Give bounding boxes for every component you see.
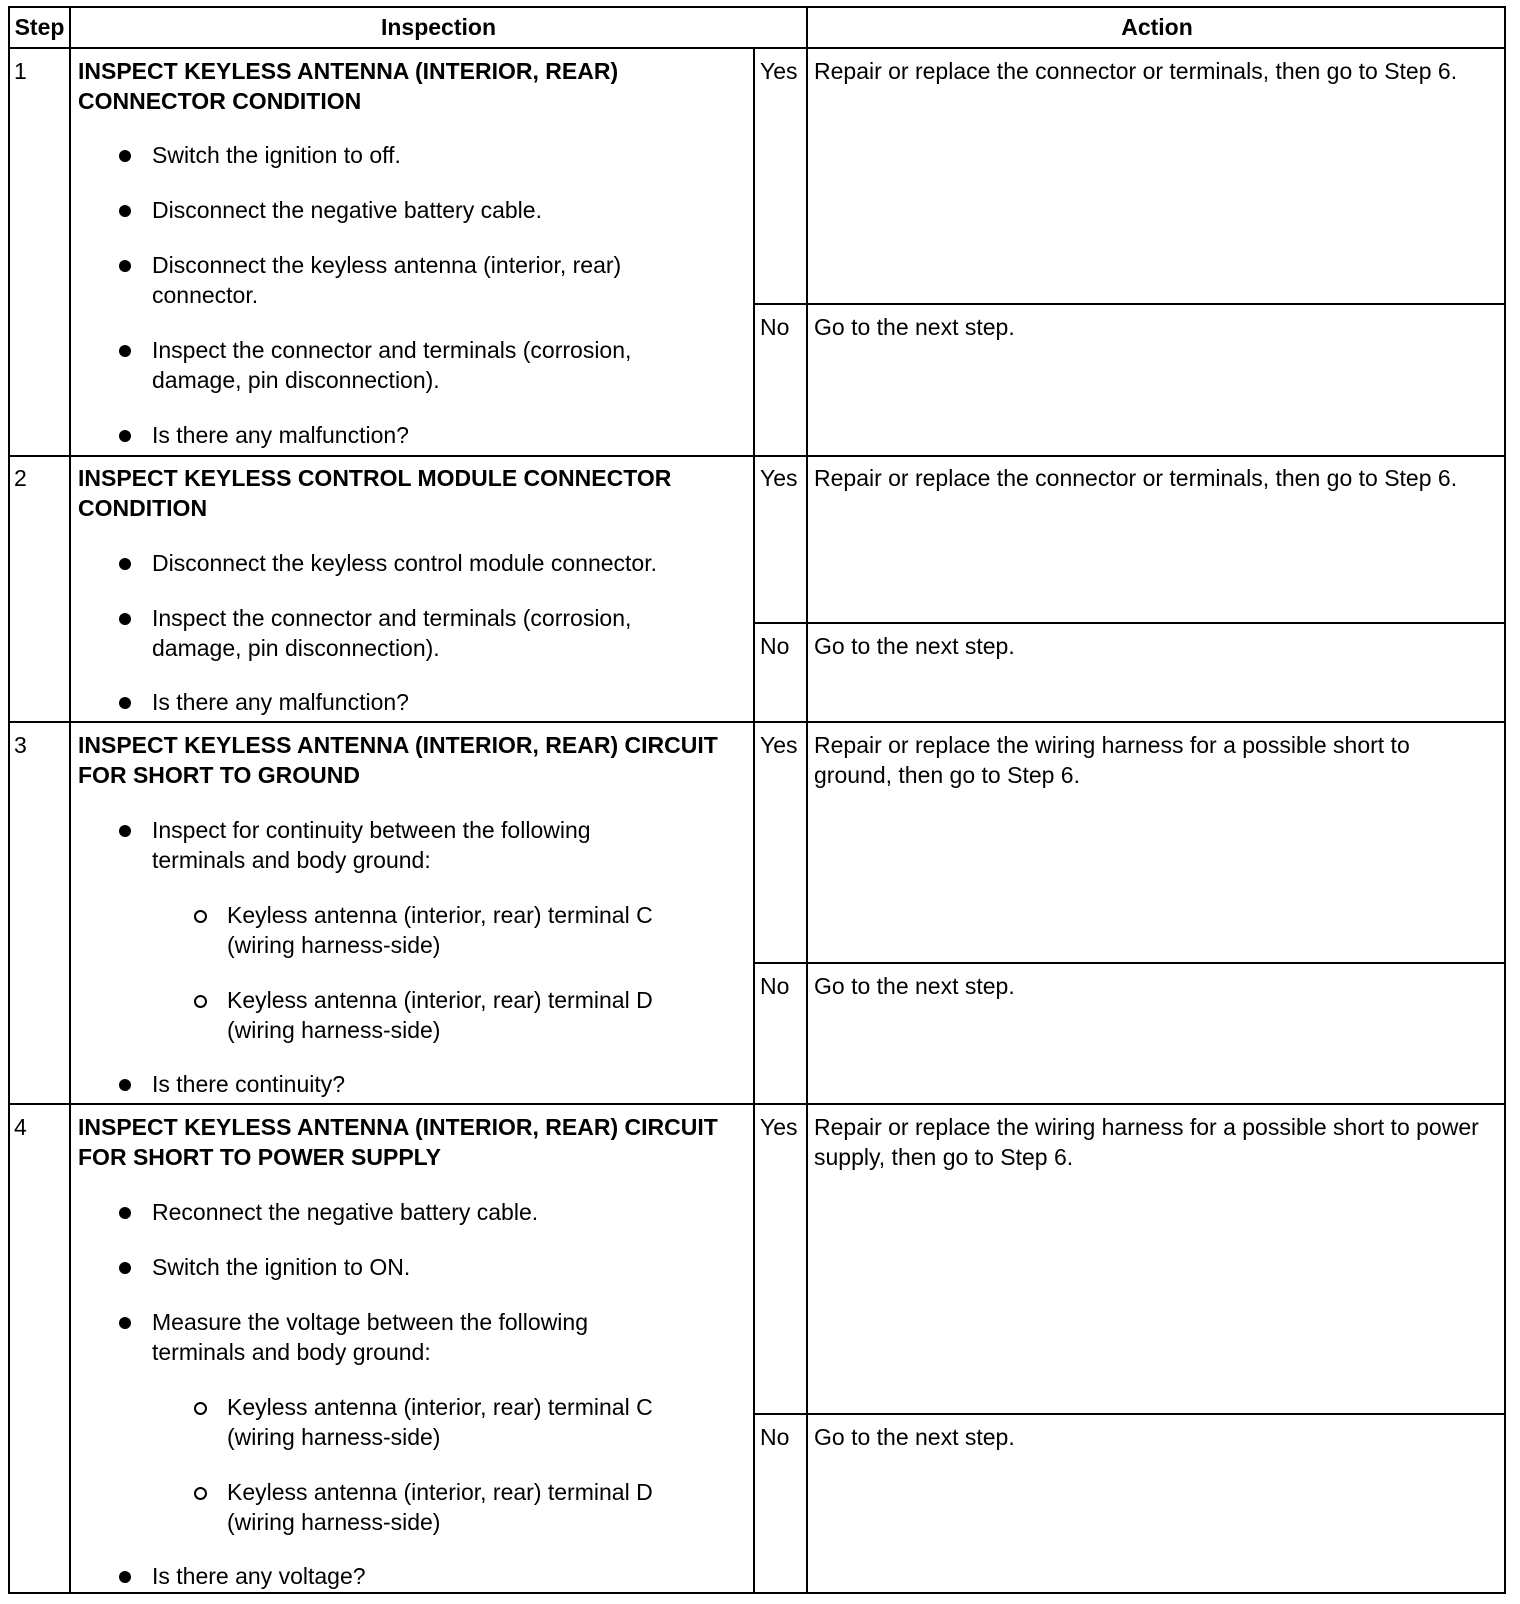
bullet-icon — [119, 613, 131, 625]
step-title: INSPECT KEYLESS ANTENNA (INTERIOR, REAR) CIRCUIT FOR SHORT TO GROUND — [78, 732, 718, 788]
bullet-icon — [119, 1207, 131, 1219]
row-divider-3 — [8, 1103, 1506, 1105]
col-divider-action — [806, 6, 808, 1594]
step-number: 3 — [14, 732, 27, 758]
yes-action: Repair or replace the wiring harness for a possible short to ground, then go to Step 6. — [814, 732, 1410, 788]
header-divider — [8, 47, 1506, 49]
header-action: Action — [1121, 14, 1193, 40]
step-number: 4 — [14, 1114, 27, 1140]
step-title: INSPECT KEYLESS CONTROL MODULE CONNECTOR CONDITION — [78, 465, 672, 521]
no-label: No — [760, 314, 790, 340]
bullet-item: Inspect for continuity between the following terminals and body ground: — [152, 815, 652, 875]
bullet-icon — [119, 558, 131, 570]
bullet-icon — [119, 150, 131, 162]
header-inspection: Inspection — [380, 14, 496, 40]
yes-label: Yes — [760, 465, 798, 491]
yes-action: Repair or replace the connector or terminals, then go to Step 6. — [814, 465, 1458, 491]
sub-item: Keyless antenna (interior, rear) terminal D (wiring harness-side) — [227, 1477, 707, 1537]
bullet-item: Switch the ignition to off. — [152, 140, 752, 170]
yes-action: Repair or replace the connector or terminals, then go to Step 6. — [814, 58, 1458, 84]
no-label: No — [760, 973, 790, 999]
bullet-icon — [119, 1262, 131, 1274]
bullet-icon — [119, 345, 131, 357]
circle-bullet-icon — [194, 995, 207, 1008]
sub-item: Keyless antenna (interior, rear) terminal C (wiring harness-side) — [227, 1392, 707, 1452]
row-divider-1 — [8, 455, 1506, 457]
circle-bullet-icon — [194, 1487, 207, 1500]
bullet-item: Reconnect the negative battery cable. — [152, 1197, 752, 1227]
yesno-divider-1 — [753, 303, 1506, 305]
circle-bullet-icon — [194, 1402, 207, 1415]
yes-label: Yes — [760, 1114, 798, 1140]
bullet-item: Switch the ignition to ON. — [152, 1252, 752, 1282]
bullet-icon — [119, 1079, 131, 1091]
yes-label: Yes — [760, 732, 798, 758]
bullet-item: Inspect the connector and terminals (corrosion, damage, pin disconnection). — [152, 603, 692, 663]
step-number: 2 — [14, 465, 27, 491]
col-divider-step — [69, 6, 71, 1594]
col-divider-yesno — [753, 47, 755, 1594]
bullet-item: Is there continuity? — [152, 1069, 752, 1099]
bullet-item: Is there any malfunction? — [152, 687, 752, 717]
bullet-icon — [119, 205, 131, 217]
sub-item: Keyless antenna (interior, rear) terminal C (wiring harness-side) — [227, 900, 707, 960]
no-action: Go to the next step. — [814, 314, 1015, 340]
bullet-item: Disconnect the keyless control module connector. — [152, 548, 752, 578]
bullet-icon — [119, 260, 131, 272]
bullet-item: Is there any malfunction? — [152, 420, 752, 450]
step-number: 1 — [14, 58, 27, 84]
step-title: INSPECT KEYLESS ANTENNA (INTERIOR, REAR) CONNECTOR CONDITION — [78, 58, 619, 114]
no-action: Go to the next step. — [814, 1424, 1015, 1450]
bullet-icon — [119, 1571, 131, 1583]
bullet-icon — [119, 1317, 131, 1329]
step-title: INSPECT KEYLESS ANTENNA (INTERIOR, REAR) CIRCUIT FOR SHORT TO POWER SUPPLY — [78, 1114, 718, 1170]
bullet-item: Disconnect the keyless antenna (interior, rear) connector. — [152, 250, 692, 310]
yes-label: Yes — [760, 58, 798, 84]
bullet-icon — [119, 697, 131, 709]
bullet-icon — [119, 430, 131, 442]
yes-action: Repair or replace the wiring harness for a possible short to power supply, then go to Step 6. — [814, 1114, 1479, 1170]
yesno-divider-4 — [753, 1413, 1506, 1415]
header-step: Step — [14, 14, 65, 40]
bullet-item: Disconnect the negative battery cable. — [152, 195, 752, 225]
row-divider-2 — [8, 721, 1506, 723]
yesno-divider-2 — [753, 622, 1506, 624]
yesno-divider-3 — [753, 962, 1506, 964]
bullet-item: Is there any voltage? — [152, 1561, 752, 1591]
no-action: Go to the next step. — [814, 973, 1015, 999]
sub-item: Keyless antenna (interior, rear) terminal D (wiring harness-side) — [227, 985, 707, 1045]
no-label: No — [760, 1424, 790, 1450]
circle-bullet-icon — [194, 910, 207, 923]
bullet-item: Measure the voltage between the following terminals and body ground: — [152, 1307, 652, 1367]
no-label: No — [760, 633, 790, 659]
bullet-icon — [119, 825, 131, 837]
bullet-item: Inspect the connector and terminals (corrosion, damage, pin disconnection). — [152, 335, 692, 395]
no-action: Go to the next step. — [814, 633, 1015, 659]
